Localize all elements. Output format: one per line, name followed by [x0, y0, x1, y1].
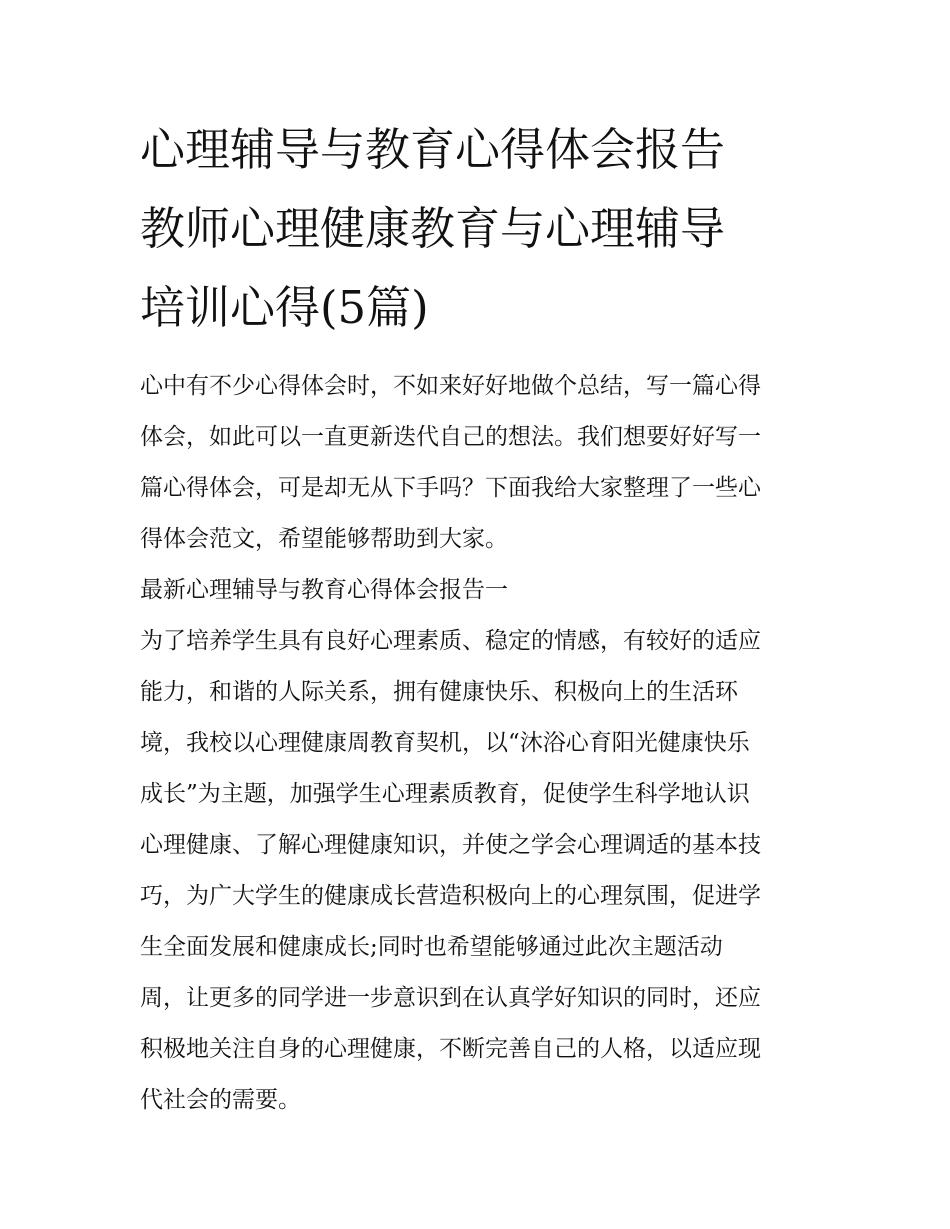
- document-body: [140, 361, 816, 1126]
- text-line: 为了培养学生具有良好心理素质、稳定的情感，有较好的适应: [140, 628, 761, 654]
- title-line: 教师心理健康教育与心理辅导: [140, 202, 726, 255]
- body-paragraph: [140, 616, 816, 1126]
- text-line: 体会，如此可以一直更新迭代自己的想法。我们想要好好写一: [140, 424, 761, 450]
- title-line: 培训心得(5篇): [140, 281, 429, 334]
- document-page: [140, 110, 816, 1126]
- document-title: [140, 110, 816, 347]
- text-line: 心中有不少心得体会时，不如来好好地做个总结，写一篇心得: [140, 373, 761, 399]
- text-line: 代社会的需要。: [140, 1087, 301, 1113]
- section-heading: [140, 565, 816, 616]
- text-line: 巧，为广大学生的健康成长营造积极向上的心理氛围，促进学: [140, 883, 761, 909]
- text-line: 成长”为主题，加强学生心理素质教育，促使学生科学地认识: [140, 781, 750, 807]
- text-line: 积极地关注自身的心理健康，不断完善自己的人格，以适应现: [140, 1036, 761, 1062]
- intro-paragraph: [140, 361, 816, 565]
- text-line: 篇心得体会，可是却无从下手吗？下面我给大家整理了一些心: [140, 475, 761, 501]
- text-line: 境，我校以心理健康周教育契机，以“沐浴心育阳光健康快乐: [140, 730, 750, 756]
- title-line: 心理辅导与教育心得体会报告: [140, 123, 726, 176]
- text-line: 心理健康、了解心理健康知识，并使之学会心理调适的基本技: [140, 832, 761, 858]
- text-line: 能力，和谐的人际关系，拥有健康快乐、积极向上的生活环: [140, 679, 738, 705]
- text-line: 周，让更多的同学进一步意识到在认真学好知识的同时，还应: [140, 985, 761, 1011]
- section-heading-text: 最新心理辅导与教育心得体会报告一: [140, 577, 508, 603]
- text-line: 得体会范文，希望能够帮助到大家。: [140, 526, 508, 552]
- text-line: 生全面发展和健康成长;同时也希望能够通过此次主题活动: [140, 934, 723, 960]
